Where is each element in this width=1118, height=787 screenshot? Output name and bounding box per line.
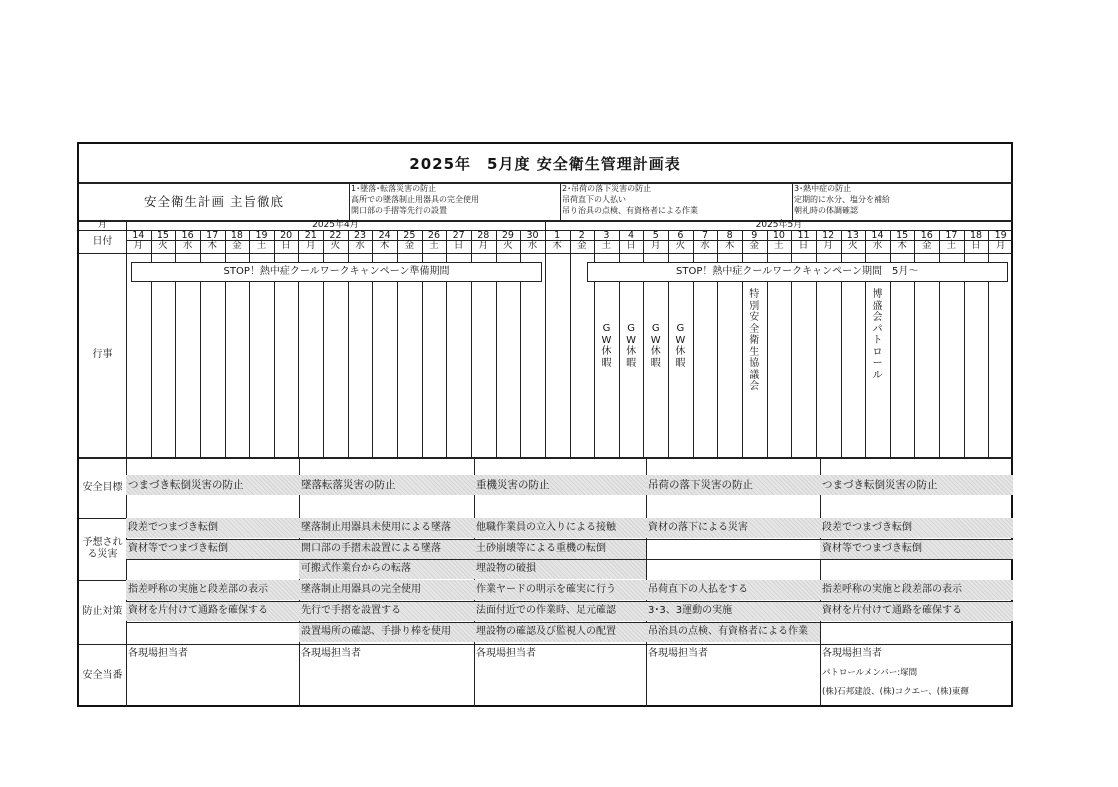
day-number: 18 (969, 230, 983, 241)
measure-cell: 先行で手摺を設置する (299, 601, 474, 621)
event-char: 生 (749, 346, 760, 358)
day-number: 25 (403, 230, 416, 241)
weekday: 月 (133, 240, 144, 251)
weekday: 水 (182, 240, 193, 251)
staff-cell: 各現場担当者 (476, 648, 536, 659)
policy-item-1 (351, 183, 479, 216)
weekday: 日 (281, 240, 291, 251)
policy-line: 2･吊荷の落下災害の防止 (562, 184, 652, 193)
event-char: ロ (872, 346, 883, 358)
measure-cell: 法面付近での作業時、足元確認 (474, 601, 646, 621)
row-label-staff: 安全当番 (82, 669, 123, 681)
weekday: 金 (404, 240, 415, 251)
weekday: 火 (675, 240, 686, 251)
measure-cell: 指差呼称の実施と段差部の表示 (820, 580, 1013, 600)
row-divider (126, 559, 1013, 560)
measure-cell: 吊荷直下の人払をする (646, 580, 820, 600)
measure-cell: 資材を片付けて通路を確保する (820, 601, 1013, 621)
weekday: 土 (429, 240, 439, 251)
event-char: 休 (650, 346, 661, 357)
weekday: 火 (330, 240, 341, 251)
event-char: ー (872, 358, 883, 369)
measure-cell: 指差呼称の実施と段差部の表示 (126, 580, 299, 600)
hazard-cell: 土砂崩壊等による重機の転倒 (474, 539, 646, 559)
day-number: 20 (280, 230, 293, 241)
event-char: W (626, 334, 637, 346)
weekday: 土 (774, 240, 784, 251)
policy-line: 開口部の手摺等先行の設置 (351, 206, 447, 215)
weekday: 月 (650, 240, 661, 251)
event-char: 休 (601, 346, 612, 357)
measure-cell: 資材を片付けて通路を確保する (126, 601, 299, 621)
weekday: 火 (503, 240, 513, 251)
measure-cell: 墜落制止用器具の完全使用 (299, 580, 474, 600)
day-number: 15 (156, 230, 169, 241)
day-number: 5 (652, 230, 659, 241)
day-number: 17 (206, 230, 219, 241)
event-char: 別 (749, 300, 760, 312)
weekday: 水 (355, 240, 365, 251)
policy-line: 3･熱中症の防止 (794, 184, 852, 193)
weekday: 木 (552, 240, 562, 251)
policy-line: 1･墜落･転落災害の防止 (351, 184, 437, 193)
hazard-cell: 資材の落下による災害 (646, 518, 820, 538)
hazard-cell (646, 559, 820, 579)
weekday: 土 (601, 240, 612, 251)
event-char: ル (872, 369, 883, 381)
staff-cell: 各現場担当者 (822, 648, 882, 659)
weekday: 木 (724, 240, 735, 251)
event-note (625, 323, 637, 369)
staff-cell: 各現場担当者 (648, 648, 708, 659)
staff-cell: パトロールメンバー:塚間 (822, 668, 918, 678)
goal-cell: 吊荷の落下災害の防止 (646, 475, 820, 495)
event-char: G (676, 323, 685, 334)
event-char: W (675, 334, 686, 346)
row-divider (126, 601, 1013, 602)
event-char: 暇 (601, 357, 612, 369)
event-char: 博 (872, 289, 883, 300)
weekday: 日 (453, 240, 464, 251)
day-number: 10 (772, 230, 785, 241)
hazard-cell (646, 539, 820, 559)
hazard-cell: 開口部の手摺未設置による墜落 (299, 539, 474, 559)
row-divider (79, 253, 1013, 254)
event-char: 暇 (626, 357, 637, 369)
column-divider (792, 182, 793, 220)
policy-line: 高所での墜落制止用器具の完全使用 (351, 195, 479, 204)
weekday: 月 (478, 240, 488, 251)
column-divider (349, 182, 350, 220)
day-number: 4 (628, 230, 635, 241)
weekday: 火 (848, 240, 858, 251)
campaign-banner-prep: STOP！熱中症クールワークキャンペーン準備期間 (131, 262, 542, 282)
policy-line: 朝礼時の体調確認 (794, 206, 858, 215)
staff-cell: 各現場担当者 (128, 648, 188, 659)
month-april: 2025年4月 (312, 219, 359, 230)
day-number: 18 (230, 230, 243, 241)
weekday: 金 (749, 240, 760, 251)
hazard-cell: 資材等でつまづき転倒 (820, 539, 1013, 559)
day-number: 16 (181, 230, 194, 241)
weekday: 水 (872, 240, 883, 251)
page-title: 2025年 5月度 安全衛生管理計画表 (409, 154, 681, 173)
goal-cell: 重機災害の防止 (474, 475, 646, 495)
event-char: 衛 (749, 335, 760, 346)
row-divider (126, 539, 1013, 540)
measure-cell (820, 622, 1013, 642)
hazard-cell: 他職作業員の立入りによる接触 (474, 518, 646, 538)
goal-cell: つまづき転倒災害の防止 (126, 475, 299, 495)
hazard-cell: 資材等でつまづき転倒 (126, 539, 299, 559)
measure-cell: 3･3、3運動の実施 (646, 601, 820, 621)
row-label-events: 行事 (92, 349, 113, 360)
hazard-cell: 段差でつまづき転倒 (820, 518, 1013, 538)
day-number: 17 (945, 230, 958, 241)
day-number: 1 (554, 230, 561, 241)
weekday: 日 (971, 240, 981, 251)
weekday: 木 (207, 240, 217, 251)
day-number: 23 (354, 230, 367, 241)
day-number: 2 (578, 230, 585, 241)
event-char: 休 (675, 346, 686, 357)
weekday: 月 (823, 240, 833, 251)
row-divider (126, 622, 1013, 623)
hazard-cell: 段差でつまづき転倒 (126, 518, 299, 538)
plan-heading: 安全衛生計画 主旨徹底 (144, 193, 284, 209)
measure-cell: 埋設物の確認及び監視人の配置 (474, 622, 646, 642)
event-char: W (601, 334, 612, 346)
event-char: 会 (872, 312, 883, 323)
measure-cell: 設置場所の確認、手掛り棒を使用 (299, 622, 474, 642)
day-number: 9 (751, 230, 758, 241)
day-number: 29 (501, 230, 514, 241)
column-divider (560, 182, 561, 220)
event-char: 暇 (650, 357, 661, 369)
event-char: 安 (749, 312, 760, 323)
day-number: 7 (701, 230, 709, 241)
measure-cell: 吊治具の点検、有資格者による作業 (646, 622, 820, 642)
campaign-banner-main: STOP！熱中症クールワークキャンペーン期間 5月～ (587, 262, 1008, 282)
day-number: 27 (452, 230, 465, 241)
policy-line: 吊り治具の点検、有資格者による作業 (562, 206, 698, 215)
weekday: 木 (897, 240, 907, 251)
event-note (674, 323, 686, 369)
event-char: パ (872, 323, 883, 335)
event-char: 全 (749, 323, 760, 335)
event-char: 特 (749, 289, 760, 300)
event-char: 議 (749, 369, 760, 381)
weekday: 金 (232, 240, 242, 251)
day-number: 24 (378, 230, 391, 241)
day-number: 11 (797, 230, 810, 241)
event-note (650, 323, 662, 369)
weekday: 水 (700, 240, 710, 251)
safety-plan-table (77, 142, 1013, 707)
hazard-cell: 埋設物の破損 (474, 559, 646, 579)
staff-cell: 各現場担当者 (301, 648, 361, 659)
policy-line: 吊荷直下の人払い (562, 195, 626, 204)
policy-item-3 (794, 183, 890, 216)
policy-line: 定期的に水分、塩分を補給 (794, 195, 890, 204)
day-number: 22 (329, 230, 342, 241)
goal-cell: 墜落転落災害の防止 (299, 475, 474, 495)
policy-item-2 (562, 183, 698, 216)
weekday: 日 (798, 240, 809, 251)
measure-cell (126, 622, 299, 642)
day-number: 6 (677, 230, 684, 241)
event-char: ト (872, 335, 883, 346)
weekday: 金 (921, 240, 932, 251)
column-divider (545, 220, 546, 457)
row-label-goal: 安全目標 (82, 481, 123, 493)
weekday: 水 (527, 240, 538, 251)
day-number: 8 (726, 230, 733, 241)
day-number: 30 (526, 230, 539, 241)
row-label-date: 日付 (92, 235, 113, 247)
event-char: G (651, 323, 660, 334)
weekday: 月 (306, 240, 316, 251)
row-label-month: 月 (97, 219, 107, 230)
weekday: 土 (256, 240, 267, 251)
hazard-cell (820, 559, 1013, 579)
column-divider (570, 230, 571, 457)
event-char: W (650, 334, 661, 346)
day-number: 28 (477, 230, 490, 241)
hazard-cell (126, 559, 299, 579)
event-char: G (602, 323, 611, 334)
day-number: 13 (846, 230, 859, 241)
day-number: 26 (427, 230, 441, 241)
event-char: 盛 (872, 300, 883, 312)
weekday: 土 (946, 240, 957, 251)
event-char: G (627, 323, 635, 334)
day-number: 16 (920, 230, 933, 241)
row-label-measure: 防止対策 (82, 606, 123, 617)
staff-cell: (株)石邦建設、(株)コクエー、(株)東輝 (822, 687, 969, 697)
day-number: 14 (871, 230, 884, 241)
weekday: 木 (379, 240, 390, 251)
day-number: 21 (304, 230, 317, 241)
weekday: 金 (577, 240, 587, 251)
event-note (871, 289, 883, 381)
event-char: 休 (626, 346, 637, 357)
event-note (748, 289, 760, 393)
weekday: 日 (626, 240, 636, 251)
day-number: 15 (896, 230, 909, 241)
day-number: 3 (603, 230, 610, 241)
day-number: 14 (132, 230, 145, 241)
hazard-cell: 可搬式作業台からの転落 (299, 559, 474, 579)
row-divider (79, 457, 1013, 459)
measure-cell: 作業ヤードの明示を確実に行う (474, 580, 646, 600)
weekday: 月 (995, 240, 1006, 251)
event-char: 協 (749, 358, 760, 369)
month-may: 2025年5月 (755, 219, 803, 230)
day-number: 12 (822, 230, 835, 241)
weekday: 火 (158, 240, 168, 251)
hazard-cell: 墜落制止用器具未使用による墜落 (299, 518, 474, 538)
event-char: 暇 (675, 357, 686, 369)
event-note (600, 323, 612, 369)
day-number: 19 (255, 230, 268, 241)
event-char: 会 (749, 381, 760, 392)
day-number: 19 (994, 230, 1007, 241)
row-label-hazard: 予想される災害 (82, 537, 123, 560)
goal-cell: つまづき転倒災害の防止 (820, 475, 1013, 495)
